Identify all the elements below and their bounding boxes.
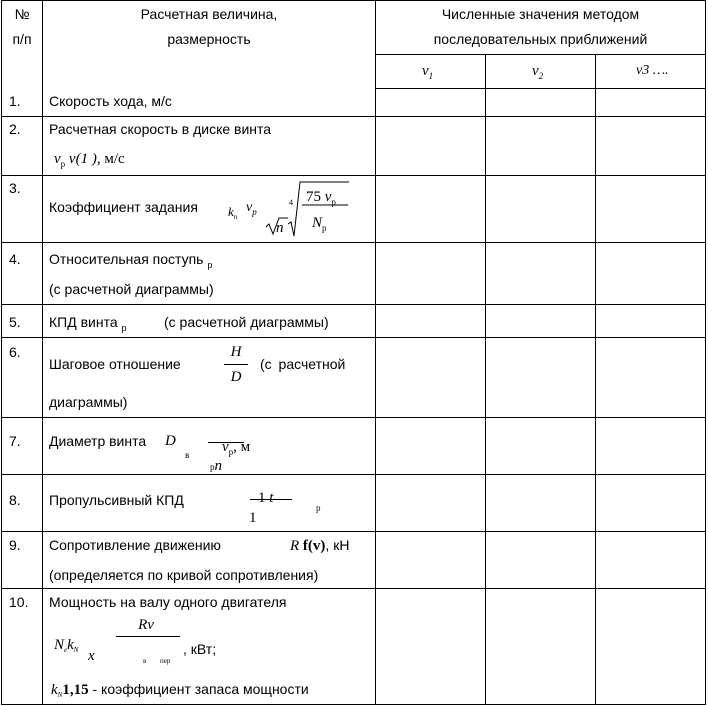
header-num-line2: п/п [12, 31, 32, 47]
row-8-num: 8. [9, 492, 21, 508]
row-7-text: Диаметр винта [49, 433, 147, 449]
row-9-num: 9. [9, 537, 21, 553]
row-7-D: D [165, 433, 176, 449]
row-3-root-index: 4 [289, 198, 293, 207]
row-3-text: Коэффициент задания [49, 199, 198, 215]
row-10-note: $k_N1,15$ - коэффициент запаса мощности [51, 681, 309, 699]
row-3-num: 3. [9, 180, 21, 196]
row-8-sub: р [316, 503, 321, 513]
row-10-fraction-bar [116, 636, 180, 637]
row-5-num: 5. [9, 314, 21, 330]
row-6-fraction-num: H [230, 344, 242, 360]
row-8-fraction-bar [250, 499, 292, 500]
row-2-text: Расчетная скорость в диске винта [49, 121, 272, 137]
row-8-denominator: 1 [249, 510, 257, 526]
row-6-text2: диаграммы) [49, 394, 128, 410]
row-10-numerator: Rv [138, 617, 154, 633]
row-9-text: Сопротивление движению [49, 537, 221, 553]
row-8-numerator: 1 t [258, 490, 274, 506]
row-3-numerator: 75 $v_р$ [306, 189, 336, 207]
header-values-line2: последовательных приближений [433, 31, 648, 47]
row-1-num: 1. [9, 93, 21, 109]
row-4-text2: (с расчетной диаграммы) [49, 281, 214, 297]
row-10-den-b: пер [160, 657, 171, 665]
row-4-num: 4. [9, 251, 21, 267]
row-10-unit: , кВт; [183, 641, 217, 657]
row-6-text-mid: (с расчетной [260, 356, 346, 372]
row-10-lhs: $N_еk_N$ [54, 637, 79, 654]
row-6-text: Шаговое отношение [49, 356, 181, 372]
row-6-fraction-bar [224, 364, 248, 365]
row-7-num: 7. [9, 433, 21, 449]
header-v2: $v_2$ [532, 63, 544, 81]
row-9-formula: R f(v), кН [290, 537, 350, 554]
row-8-text: Пропульсивный КПД [49, 492, 184, 508]
row-4-text: Относительная поступь $_р$ [49, 251, 213, 270]
row-10-num: 10. [9, 594, 29, 610]
row-3-formula-k: $k_n$ [228, 204, 238, 221]
row-5-text2: (с расчетной диаграммы) [164, 314, 329, 330]
row-2-num: 2. [9, 121, 21, 137]
header-values-line1: Численные значения методом [441, 6, 640, 22]
header-num-line1: № [14, 6, 30, 22]
header-v3: v3 …. [636, 63, 669, 78]
row-7-D-sub: в [185, 450, 190, 460]
row-6-fraction-den: D [230, 369, 242, 385]
row-3-formula-v: $v_р$ [246, 200, 257, 217]
row-9-text2: (определяется по кривой сопротивления) [49, 567, 319, 583]
row-1-text: Скорость хода, м/с [49, 93, 172, 109]
row-2-formula: $v_р$ v(1 ), м/с [54, 151, 125, 169]
row-10-den-a: в [143, 657, 147, 665]
header-v1: $v_1$ [422, 63, 434, 81]
row-5-text: КПД винта $_р$ [49, 314, 127, 333]
row-10-x: x [88, 648, 95, 664]
row-7-numerator: $v_р$, м [222, 439, 251, 457]
row-7-denominator: рn [210, 458, 222, 474]
header-quantity-line2: размерность [167, 31, 251, 47]
header-quantity-line1: Расчетная величина, [140, 6, 278, 22]
row-3-denominator: $N_р$ [312, 215, 327, 233]
row-6-num: 6. [9, 344, 21, 360]
row-3-formula-n: n [276, 220, 284, 236]
row-10-text: Мощность на валу одного двигателя [49, 594, 287, 610]
